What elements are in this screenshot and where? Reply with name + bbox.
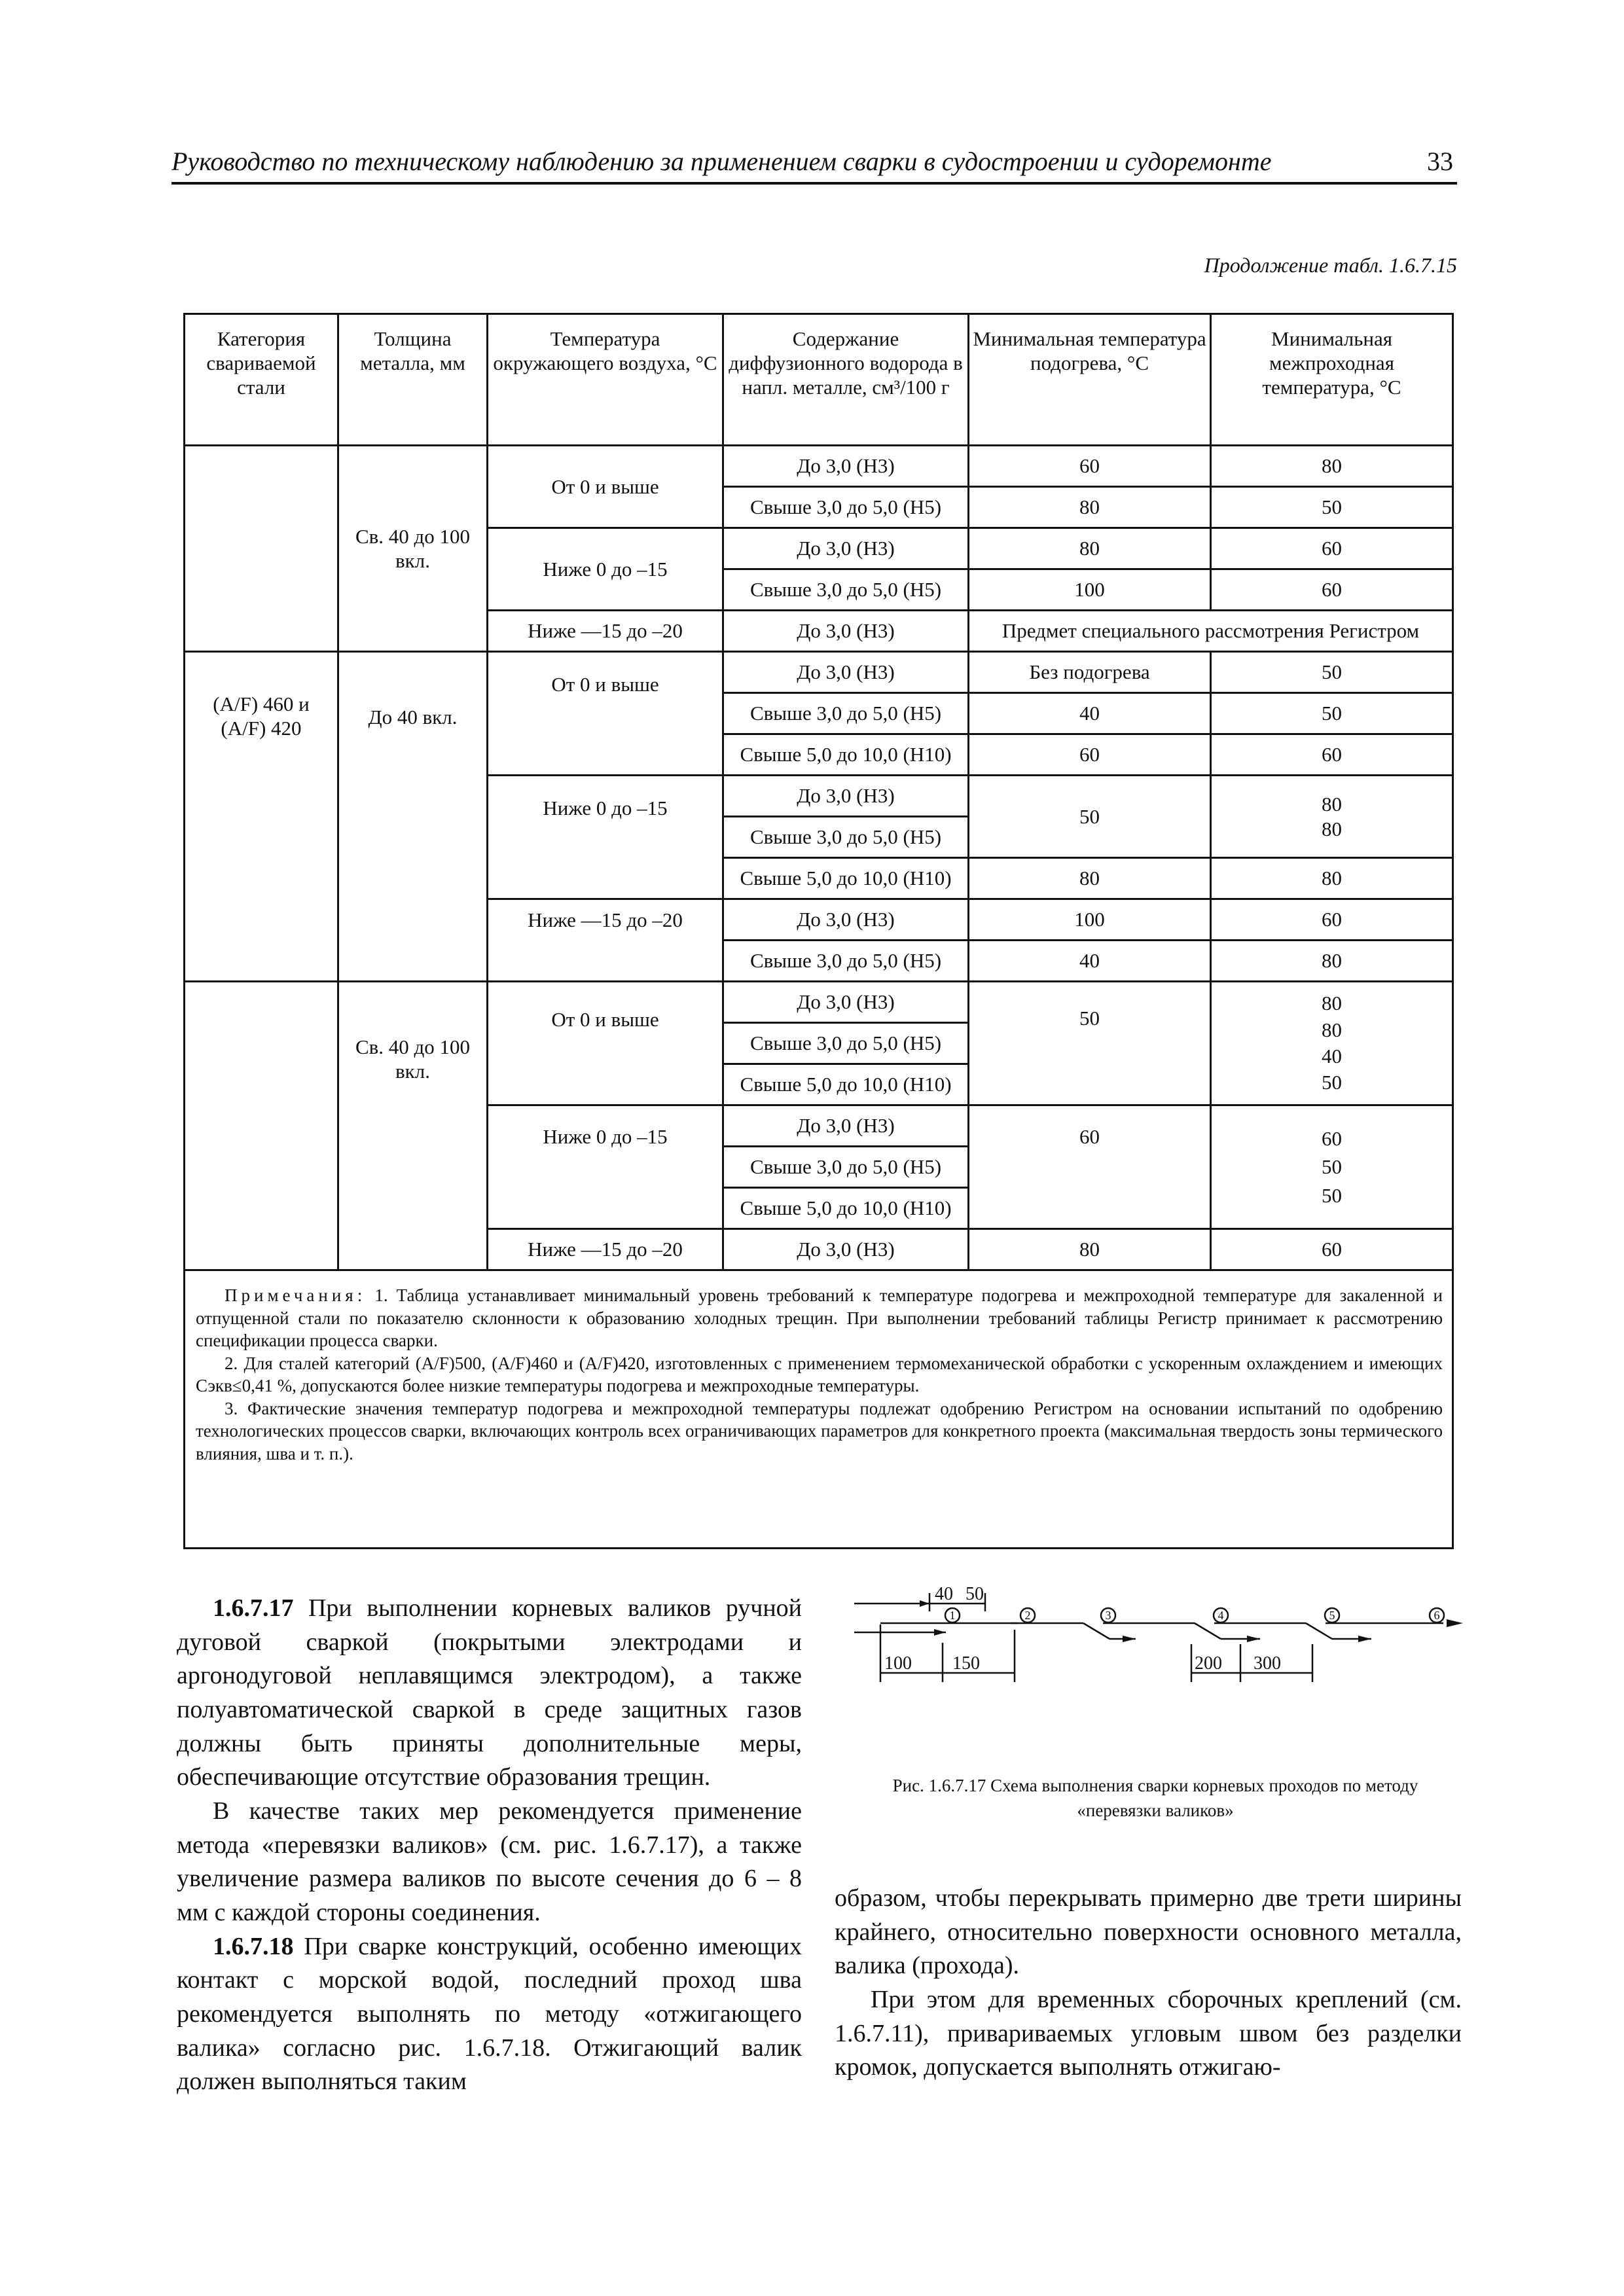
running-header: [171, 145, 1457, 185]
hydrogen-cell: Свыше 5,0 до 10,0 (Н10): [723, 858, 969, 899]
interpass-cell: 50: [1211, 693, 1453, 734]
ambient-cell-empty: [488, 941, 723, 982]
pass-number-marker: 2: [1024, 1609, 1031, 1622]
hydrogen-cell: До 3,0 (Н3): [723, 446, 969, 487]
hydrogen-cell: До 3,0 (Н3): [723, 528, 969, 569]
section-number: 1.6.7.18: [213, 1932, 294, 1960]
interpass-value: 80: [1322, 793, 1342, 816]
preheat-cell: 100: [969, 899, 1211, 941]
hydrogen-cell: До 3,0 (Н3): [723, 899, 969, 941]
dimension-label: 200: [1195, 1653, 1222, 1674]
preheat-cell: 80: [969, 487, 1211, 528]
hydrogen-cell: Свыше 3,0 до 5,0 (Н5): [723, 941, 969, 982]
hydrogen-cell: Свыше 3,0 до 5,0 (Н5): [723, 1023, 969, 1064]
pass-number-marker: 6: [1434, 1609, 1440, 1622]
category-cell-empty: [185, 446, 338, 652]
interpass-cell: 60: [1211, 528, 1453, 569]
preheat-temperature-table: [183, 313, 1454, 1549]
table-notes-row: [185, 1270, 1453, 1549]
section-number: 1.6.7.17: [213, 1594, 294, 1622]
table-row: [185, 652, 1453, 693]
paragraph-1-6-7-17: [177, 1592, 802, 1795]
paragraph-text: При выполнении корневых валиков ручной дуговой сваркой (покрытыми электродами и аргонодуговой неплавящимся электродом), а также полуавтоматической сваркой в среде защитных газов должны быть приняты дополнительные меры, обеспечивающие отсутствие образования трещин.: [177, 1594, 802, 1791]
table-row: [185, 982, 1453, 1023]
interpass-value: 50: [1322, 1155, 1342, 1179]
pass-number-marker: 5: [1329, 1609, 1335, 1622]
hydrogen-cell: Свыше 3,0 до 5,0 (Н5): [723, 487, 969, 528]
ambient-cell: Ниже —15 до –20: [488, 899, 723, 941]
preheat-cell: 60: [969, 734, 1211, 776]
paragraph-text: образом, чтобы перекрывать примерно две трети ширины крайнего, относительно поверхности основного металла, валика (прохода).: [835, 1884, 1462, 1980]
category-cell-empty: [185, 982, 338, 1270]
ambient-cell: От 0 и выше: [488, 652, 723, 776]
preheat-cell: 80: [969, 1229, 1211, 1270]
hydrogen-cell: До 3,0 (Н3): [723, 1229, 969, 1270]
interpass-cell-stack: [1211, 1105, 1453, 1229]
interpass-cell: 60: [1211, 734, 1453, 776]
hydrogen-cell: Свыше 5,0 до 10,0 (Н10): [723, 1188, 969, 1229]
ambient-cell: От 0 и выше: [488, 982, 723, 1105]
preheat-cell: 60: [969, 1105, 1211, 1229]
header-thickness: Толщина металла, мм: [338, 314, 488, 446]
hydrogen-cell: Свыше 3,0 до 5,0 (Н5): [723, 1147, 969, 1188]
header-category: Категория свариваемой стали: [185, 314, 338, 446]
paragraph-text: При этом для временных сборочных креплений (см. 1.6.7.11), привариваемых угловым швом без разделки кромок, допускается выполнять отжигаю-: [835, 1986, 1462, 2081]
left-text-column: [177, 1592, 802, 2099]
interpass-cell: 50: [1211, 487, 1453, 528]
interpass-value: 80: [1322, 992, 1342, 1015]
note-3: 3. Фактические значения температур подогрева и межпроходной температуры подлежат одобрению Регистром на основании испытаний по одобрению технологических процессов сварки, включающих контроль всех ограничивающих параметров для конкретного проекта (максимальная твердость зоны термического влияния, шва и т. п.).: [196, 1398, 1443, 1463]
paragraph-text: В качестве таких мер рекомендуется применение метода «перевязки валиков» (см. рис. 1.6.7.17), а также увеличение размера валиков по высоте сечения до 6 – 8 мм с каждой стороны соединения.: [177, 1797, 802, 1927]
interpass-cell-stack: [1211, 982, 1453, 1105]
figure-caption: Рис. 1.6.7.17 Схема выполнения сварки корневых проходов по методу «перевязки валиков»: [892, 1776, 1418, 1820]
root-pass-scheme-figure: [854, 1584, 1470, 1702]
preheat-cell: 100: [969, 569, 1211, 611]
note-1: 1. Таблица устанавливает минимальный уровень требований к температуре подогрева и межпроходной температуре для закаленной и отпущенной стали по показателю склонности к образованию холодных трещин. При выполнении требований таблицы Регистр принимает к рассмотрению спецификации процесса сварки.: [196, 1285, 1443, 1351]
interpass-cell: 80: [1211, 858, 1453, 899]
dimension-label: 300: [1254, 1653, 1281, 1674]
header-preheat-temperature: Минимальная температура подогрева, °С: [969, 314, 1211, 446]
running-header-title: Руководство по техническому наблюдению за применением сварки в судостроении и судоремонте: [171, 147, 1272, 176]
header-interpass-temperature: Минимальная межпроходная температура, °С: [1211, 314, 1453, 446]
interpass-value: 40: [1322, 1045, 1342, 1067]
preheat-cell: 40: [969, 941, 1211, 982]
ambient-cell: Ниже 0 до –15: [488, 1105, 723, 1229]
interpass-value: 50: [1322, 1183, 1342, 1207]
hydrogen-cell: До 3,0 (Н3): [723, 1105, 969, 1147]
preheat-cell: Без подогрева: [969, 652, 1211, 693]
hydrogen-cell: До 3,0 (Н3): [723, 982, 969, 1023]
table-header-row: [185, 314, 1453, 446]
ambient-cell: От 0 и выше: [488, 446, 723, 528]
interpass-cell: 60: [1211, 1229, 1453, 1270]
notes-label: Примечания:: [225, 1285, 367, 1305]
dimension-label: 150: [952, 1653, 980, 1674]
header-ambient-temperature: Температура окружающего воздуха, °С: [488, 314, 723, 446]
preheat-cell: 50: [969, 982, 1211, 1105]
pass-number-marker: 1: [949, 1609, 956, 1622]
thickness-cell: До 40 вкл.: [338, 652, 488, 982]
interpass-cell: 80: [1211, 941, 1453, 982]
dimension-label: 100: [884, 1653, 912, 1674]
hydrogen-cell: Свыше 3,0 до 5,0 (Н5): [723, 817, 969, 858]
ambient-cell: Ниже 0 до –15: [488, 528, 723, 611]
interpass-value: 60: [1322, 1126, 1342, 1150]
page-number: 33: [1427, 147, 1453, 176]
table-continuation-label: Продолжение табл. 1.6.7.15: [1204, 253, 1457, 277]
interpass-value: 80: [1322, 817, 1342, 840]
table-notes: [185, 1270, 1453, 1549]
special-consideration-cell: Предмет специального рассмотрения Регистром: [969, 611, 1453, 652]
preheat-cell: 60: [969, 446, 1211, 487]
interpass-cell-double: [1211, 776, 1453, 858]
ambient-cell: Ниже —15 до –20: [488, 1229, 723, 1270]
preheat-cell: 40: [969, 693, 1211, 734]
right-text-column: [835, 1882, 1462, 2085]
header-hydrogen-content: Содержание диффузионного водорода в напл. металле, см³/100 г: [723, 314, 969, 446]
pass-number-marker: 3: [1105, 1609, 1111, 1622]
interpass-cell: 80: [1211, 446, 1453, 487]
hydrogen-cell: До 3,0 (Н3): [723, 652, 969, 693]
dimension-label: 40: [935, 1584, 953, 1604]
preheat-cell: 80: [969, 858, 1211, 899]
hydrogen-cell: До 3,0 (Н3): [723, 611, 969, 652]
ambient-cell: Ниже 0 до –15: [488, 776, 723, 899]
interpass-cell: 60: [1211, 569, 1453, 611]
preheat-cell: 50: [969, 776, 1211, 858]
dimension-label: 50: [965, 1584, 984, 1604]
category-cell: (A/F) 460 и (A/F) 420: [185, 652, 338, 982]
hydrogen-cell: До 3,0 (Н3): [723, 776, 969, 817]
interpass-cell: 50: [1211, 652, 1453, 693]
interpass-value: 80: [1322, 1018, 1342, 1041]
paragraph-text: При сварке конструкций, особенно имеющих контакт с морской водой, последний проход шва рекомендуется выполнять по методу «отжигающего валика» согласно рис. 1.6.7.18. Отжигающий валик должен выполняться таким: [177, 1932, 802, 2096]
thickness-cell: Св. 40 до 100 вкл.: [338, 982, 488, 1270]
interpass-cell: 60: [1211, 899, 1453, 941]
table-row: [185, 446, 1453, 487]
paragraph-1-6-7-18: [177, 1930, 802, 2099]
pass-number-marker: 4: [1218, 1609, 1224, 1622]
interpass-value: 50: [1322, 1071, 1342, 1094]
hydrogen-cell: Свыше 5,0 до 10,0 (Н10): [723, 1064, 969, 1105]
note-2: 2. Для сталей категорий (A/F)500, (A/F)460 и (A/F)420, изготовленных с применением термомеханической обработки с ускоренным охлаждением и имеющих Сэкв≤0,41 %, допускаются более низкие температуры подогрева и межпроходные температуры.: [196, 1353, 1443, 1396]
hydrogen-cell: Свыше 5,0 до 10,0 (Н10): [723, 734, 969, 776]
hydrogen-cell: Свыше 3,0 до 5,0 (Н5): [723, 569, 969, 611]
hydrogen-cell: Свыше 3,0 до 5,0 (Н5): [723, 693, 969, 734]
preheat-cell: 80: [969, 528, 1211, 569]
thickness-cell: Св. 40 до 100 вкл.: [338, 446, 488, 652]
ambient-cell: Ниже —15 до –20: [488, 611, 723, 652]
